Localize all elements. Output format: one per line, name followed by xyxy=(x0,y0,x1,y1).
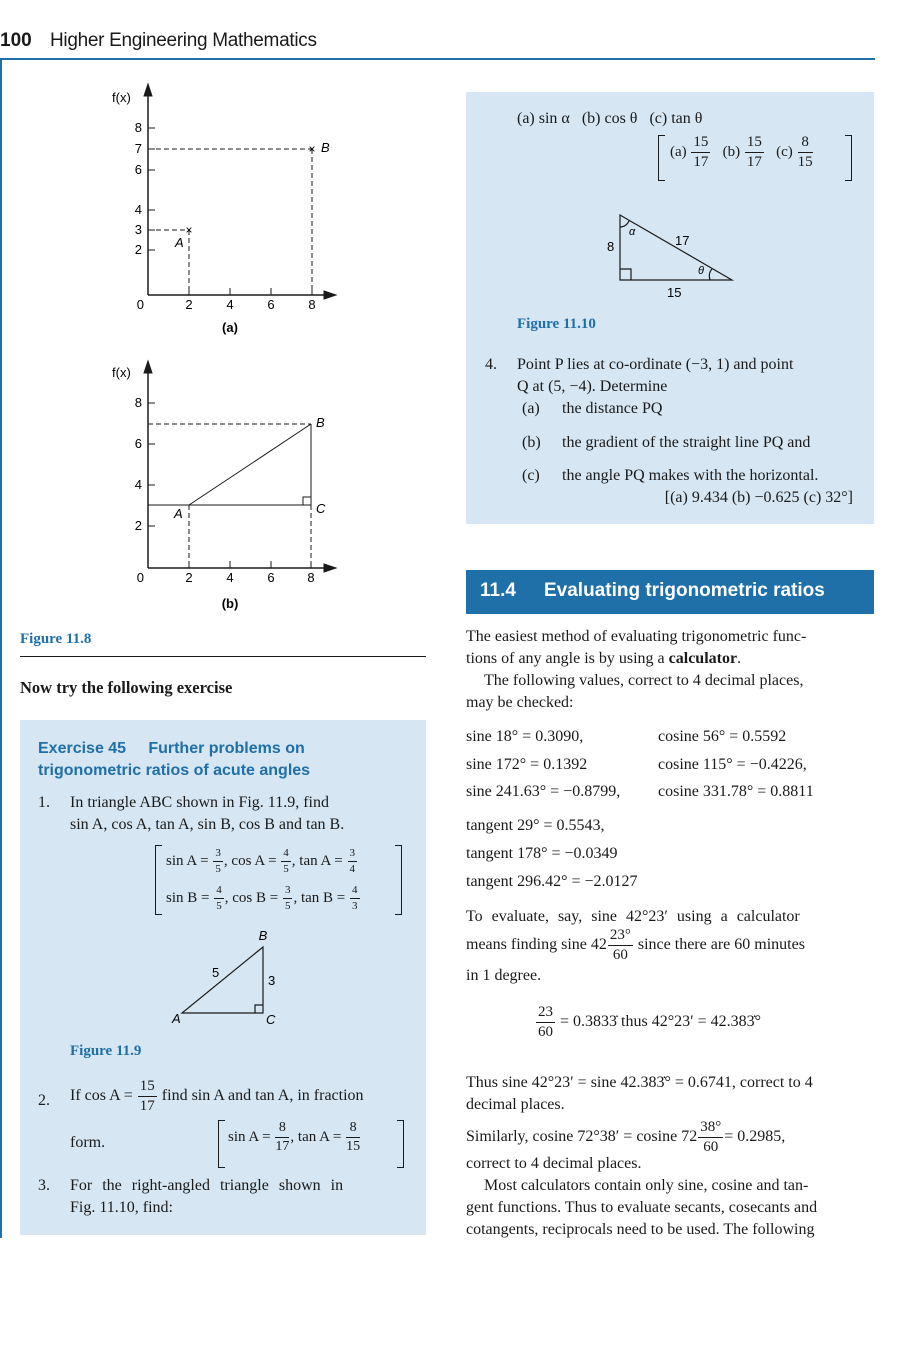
values-left xyxy=(466,726,666,809)
x-tick-label: 8 xyxy=(308,297,316,312)
answer-bracket-left xyxy=(658,135,665,181)
paragraph-1-line1: The easiest method of evaluating trigonometric func- xyxy=(466,628,807,645)
value-row: sine 18° = 0.3090, xyxy=(466,728,584,745)
frac-den: 5 xyxy=(215,863,221,875)
p5-prefix: Similarly, cosine 72°38′ = cosine 72 xyxy=(466,1128,698,1146)
frac-num: 8 xyxy=(346,1121,360,1138)
y-tick-label: 6 xyxy=(134,436,142,451)
origin-label: 0 xyxy=(136,297,144,312)
exercise-heading: Now try the following exercise xyxy=(20,678,233,697)
p4-line1: Thus sine 42°23′ = sine 42.383̇° = 0.6741, correct to 4 xyxy=(466,1074,813,1091)
frac-num: 15 xyxy=(745,135,764,153)
q4-part-c-label: (c) xyxy=(522,467,540,484)
part-c-label: (c) xyxy=(776,143,793,160)
figure-11-10 xyxy=(595,205,745,305)
figure-11-8a xyxy=(100,80,350,340)
side-8-label: 8 xyxy=(607,239,615,254)
frac-num: 8 xyxy=(275,1121,289,1138)
q3-line1: For the right-angled triangle shown in xyxy=(70,1177,344,1194)
alpha-label: α xyxy=(629,226,636,238)
x-axis-arrow-icon xyxy=(324,291,336,299)
p6-line3: cotangents, reciprocals need to be used. The following xyxy=(466,1221,815,1238)
answer-bracket-left xyxy=(218,1120,225,1168)
paragraph-5-line2: correct to 4 decimal places. xyxy=(466,1155,642,1172)
header-rule xyxy=(0,58,875,60)
figure-11-9-caption: Figure 11.9 xyxy=(70,1043,142,1059)
q2-number: 2. xyxy=(38,1092,50,1109)
hypotenuse-17-label: 17 xyxy=(675,233,690,248)
cosA-label: , cos A = xyxy=(223,852,281,869)
q1-answer-line1 xyxy=(166,848,358,875)
value-row: cosine 331.78° = 0.8811 xyxy=(658,783,814,800)
frac-den: 4 xyxy=(349,863,356,875)
frac-den: 17 xyxy=(746,154,762,170)
p4-line2: decimal places. xyxy=(466,1096,565,1113)
section-number: 11.4 xyxy=(480,580,516,601)
q4-part-c: the angle PQ makes with the horizontal. xyxy=(562,467,819,484)
sinA-label: sin A = xyxy=(166,852,213,869)
paragraph-1-line2 xyxy=(466,648,874,670)
part-a-label: (a) xyxy=(670,143,687,160)
origin-label: 0 xyxy=(136,570,144,585)
sinA-label: sin A = xyxy=(228,1128,275,1145)
paragraph-2-line2: may be checked: xyxy=(466,694,574,711)
x-tick-label: 6 xyxy=(267,570,275,585)
p3-rest: since there are 60 minutes xyxy=(637,936,805,954)
y-axis-arrow-icon xyxy=(144,361,152,373)
tanA-label: , tan A = xyxy=(290,1128,346,1145)
exercise-title-line1: Further problems on xyxy=(148,740,305,757)
frac-num: 38° xyxy=(698,1120,723,1138)
figure-11-10-caption: Figure 11.10 xyxy=(517,316,596,332)
cross-marker-icon: × xyxy=(308,142,316,156)
y-tick-label: 8 xyxy=(134,395,142,410)
frac-num: 3 xyxy=(283,885,293,899)
q1-line2: sin A, cos A, tan A, sin B, cos B and tan B. xyxy=(70,816,345,833)
frac-den: 5 xyxy=(283,863,289,875)
subfigure-label: (a) xyxy=(222,320,238,335)
q3-parts: (a) sin α (b) cos θ (c) tan θ xyxy=(517,110,703,127)
value-row: cosine 56° = 0.5592 xyxy=(658,728,787,745)
q4-part-a: the distance PQ xyxy=(562,400,663,417)
tangent-values xyxy=(466,815,638,899)
p1-text: tions of any angle is by using a xyxy=(466,650,669,667)
point-c-label: C xyxy=(316,501,326,516)
tangent-row: tangent 296.42° = −2.0127 xyxy=(466,873,638,890)
q3-number: 3. xyxy=(38,1177,50,1194)
frac-num: 15 xyxy=(138,1079,157,1097)
x-tick-label: 2 xyxy=(185,570,193,585)
page-header xyxy=(0,30,875,60)
y-tick-label: 4 xyxy=(134,202,142,217)
x-axis-arrow-icon xyxy=(324,564,336,572)
subfigure-label: (b) xyxy=(221,596,239,611)
cross-marker-icon: × xyxy=(185,223,193,237)
point-b-label: B xyxy=(321,140,330,155)
section-body xyxy=(466,626,874,714)
q1-line1: In triangle ABC shown in Fig. 11.9, find xyxy=(70,794,329,811)
page-number: 100 xyxy=(0,30,32,51)
q1-answer-line2 xyxy=(166,885,361,912)
y-tick-label: 3 xyxy=(134,222,142,237)
frac-num: 4 xyxy=(214,885,224,899)
q2-suffix: find sin A and tan A, in fraction xyxy=(157,1087,364,1105)
equation-rest: = 0.3833̇ thus 42°23′ = 42.383̇° xyxy=(560,1013,762,1031)
x-tick-label: 4 xyxy=(226,297,234,312)
frac-den: 5 xyxy=(284,900,291,912)
frac-num: 8 xyxy=(798,135,813,153)
q4-line2: Q at (5, −4). Determine xyxy=(517,378,668,395)
frac-den: 17 xyxy=(139,1098,155,1114)
q2-line2: form. xyxy=(70,1134,106,1151)
exercise-title-line2: trigonometric ratios of acute angles xyxy=(38,762,311,779)
theta-label: θ xyxy=(698,265,704,277)
q4-answer: [(a) 9.434 (b) −0.625 (c) 32°] xyxy=(664,489,853,506)
vertex-a-label: A xyxy=(172,1011,181,1026)
q4-part-a-label: (a) xyxy=(522,400,540,417)
base-15-label: 15 xyxy=(667,285,682,300)
frac-num: 3 xyxy=(348,848,358,862)
tangent-row: tangent 29° = 0.5543, xyxy=(466,817,605,834)
cosB-label: , cos B = xyxy=(224,889,282,906)
value-row: cosine 115° = −0.4226, xyxy=(658,756,807,773)
answer-bracket-right xyxy=(845,135,852,181)
left-margin-rule xyxy=(0,58,2,1238)
frac-num: 4 xyxy=(281,848,291,862)
vertex-c-label: C xyxy=(266,1012,276,1027)
p6-line1: Most calculators contain only sine, cosine and tan- xyxy=(484,1177,809,1194)
paragraph-5-line1 xyxy=(466,1120,785,1155)
x-tick-label: 8 xyxy=(307,570,315,585)
figure-11-9 xyxy=(160,925,290,1030)
y-axis-label: f(x) xyxy=(112,90,131,105)
frac-num: 23 xyxy=(536,1005,555,1023)
values-right xyxy=(658,726,873,809)
q4-number: 4. xyxy=(485,356,497,373)
equation-1 xyxy=(535,1005,761,1040)
tangent-row: tangent 178° = −0.0349 xyxy=(466,845,618,862)
frac-den: 5 xyxy=(216,900,222,912)
frac-num: 4 xyxy=(350,885,360,899)
frac-num: 3 xyxy=(213,848,223,862)
answer-bracket-right xyxy=(395,845,402,915)
x-tick-label: 6 xyxy=(267,297,275,312)
figure-11-8b xyxy=(100,355,350,620)
q1-number: 1. xyxy=(38,794,50,811)
point-b-label: B xyxy=(316,415,325,430)
x-tick-label: 4 xyxy=(226,570,234,585)
frac-den: 17 xyxy=(275,1139,290,1154)
frac-den: 60 xyxy=(538,1024,553,1040)
value-row: sine 241.63° = −0.8799, xyxy=(466,783,621,800)
frac-den: 60 xyxy=(612,947,628,963)
y-axis-arrow-icon xyxy=(144,84,152,96)
y-tick-label: 6 xyxy=(134,162,142,177)
part-b-label: (b) xyxy=(722,143,741,160)
section-banner xyxy=(466,570,874,614)
q3-answer xyxy=(670,135,814,170)
q2-answer xyxy=(228,1121,361,1154)
paragraph-3-line1: To evaluate, say, sine 42°23′ using a calculator xyxy=(466,908,800,925)
q4-line1: Point P lies at co-ordinate (−3, 1) and point xyxy=(517,356,794,373)
frac-num: 23° xyxy=(608,928,633,946)
sinB-label: sin B = xyxy=(166,889,214,906)
exercise-number: Exercise 45 xyxy=(38,740,127,757)
p5-suffix: = 0.2985, xyxy=(724,1128,786,1146)
figure-11-8-caption: Figure 11.8 xyxy=(20,631,92,647)
paragraph-2-line1: The following values, correct to 4 decimal places, xyxy=(484,672,804,689)
caption-rule xyxy=(20,656,426,657)
tanA-label: , tan A = xyxy=(291,852,347,869)
exercise-title xyxy=(38,738,310,782)
tanB-label: , tan B = xyxy=(293,889,349,906)
paragraph-3-line2 xyxy=(466,928,805,963)
y-tick-label: 2 xyxy=(134,518,142,533)
point-a-label: A xyxy=(175,235,184,250)
vertex-b-label: B xyxy=(258,928,268,943)
answer-bracket-right xyxy=(397,1120,404,1168)
p1-period: . xyxy=(737,650,742,667)
point-a-label: A xyxy=(174,506,183,521)
book-title: Higher Engineering Mathematics xyxy=(50,30,317,51)
value-row: sine 172° = 0.1392 xyxy=(466,756,588,773)
paragraph-6 xyxy=(466,1175,874,1241)
answer-bracket-left xyxy=(155,845,162,915)
q4-part-b: the gradient of the straight line PQ and xyxy=(562,434,811,451)
y-tick-label: 8 xyxy=(134,120,142,135)
q3-line2: Fig. 11.10, find: xyxy=(70,1199,173,1216)
y-tick-label: 4 xyxy=(134,477,142,492)
side-label: 3 xyxy=(268,973,276,988)
question-2 xyxy=(38,1078,418,1114)
y-tick-label: 7 xyxy=(134,141,142,156)
frac-den: 17 xyxy=(693,154,709,170)
frac-num: 15 xyxy=(691,135,710,153)
hypotenuse-label: 5 xyxy=(212,965,220,980)
frac-den: 15 xyxy=(346,1139,361,1154)
frac-den: 15 xyxy=(797,154,813,170)
p6-line2: gent functions. Thus to evaluate secants, cosecants and xyxy=(466,1199,818,1216)
q2-prefix: If cos A = xyxy=(70,1087,137,1105)
frac-den: 3 xyxy=(352,900,358,912)
frac-den: 60 xyxy=(703,1139,719,1155)
q4-part-b-label: (b) xyxy=(522,434,541,451)
y-axis-label: f(x) xyxy=(112,365,131,380)
y-tick-label: 2 xyxy=(134,242,142,257)
paragraph-3-line3: in 1 degree. xyxy=(466,967,542,984)
section-title: Evaluating trigonometric ratios xyxy=(544,580,825,601)
p3-means: means finding sine 42 xyxy=(466,936,607,954)
x-tick-label: 2 xyxy=(185,297,193,312)
p1-calculator: calculator xyxy=(668,650,738,667)
paragraph-4 xyxy=(466,1072,813,1116)
